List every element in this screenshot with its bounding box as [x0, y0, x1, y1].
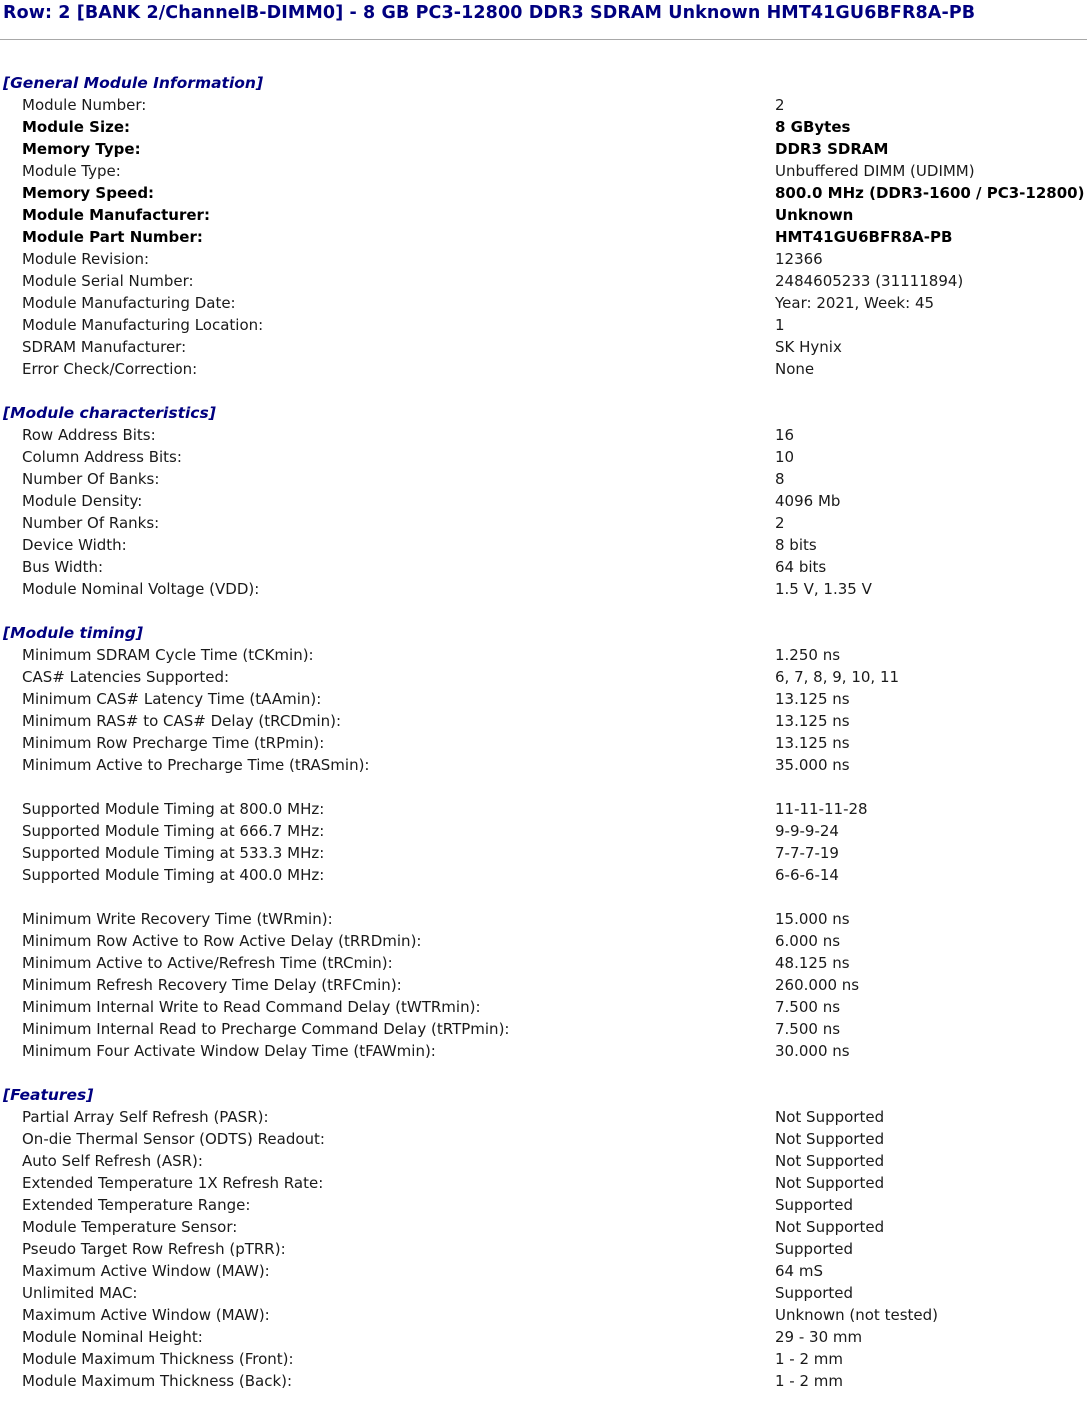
info-row	[0, 666, 1087, 688]
row-value: 6.000 ns	[775, 932, 841, 950]
row-value: 1 - 2 mm	[775, 1350, 844, 1368]
info-row	[0, 446, 1087, 468]
info-row	[0, 248, 1087, 270]
row-value: DDR3 SDRAM	[775, 140, 889, 158]
row-value: 11-11-11-28	[775, 800, 868, 818]
row-label: Module Manufacturer:	[22, 206, 210, 224]
row-label: Module Serial Number:	[22, 272, 194, 290]
info-row	[0, 116, 1087, 138]
row-label: Minimum Row Active to Row Active Delay (tRRDmin):	[22, 932, 422, 950]
info-row	[0, 996, 1087, 1018]
row-label: Minimum Internal Read to Precharge Command Delay (tRTPmin):	[22, 1020, 510, 1038]
row-label: Minimum RAS# to CAS# Delay (tRCDmin):	[22, 712, 342, 730]
row-value: Unknown	[775, 206, 854, 224]
row-label: Module Temperature Sensor:	[22, 1218, 238, 1236]
row-value: Unbuffered DIMM (UDIMM)	[775, 162, 975, 180]
info-row	[0, 1370, 1087, 1392]
row-value: 1.250 ns	[775, 646, 841, 664]
row-value: 9-9-9-24	[775, 822, 839, 840]
row-label: Module Type:	[22, 162, 121, 180]
row-label: Number Of Banks:	[22, 470, 160, 488]
row-value: Not Supported	[775, 1218, 885, 1236]
row-value: 30.000 ns	[775, 1042, 850, 1060]
row-value: 1	[775, 316, 785, 334]
section-spacer	[0, 600, 1087, 622]
row-value: 13.125 ns	[775, 712, 850, 730]
section-heading-module-timing: [Module timing]	[3, 624, 143, 642]
row-label: Minimum Active to Active/Refresh Time (tRCmin):	[22, 954, 393, 972]
info-row	[0, 930, 1087, 952]
info-row	[0, 336, 1087, 358]
info-row	[0, 534, 1087, 556]
row-label: Supported Module Timing at 533.3 MHz:	[22, 844, 325, 862]
row-value: 48.125 ns	[775, 954, 850, 972]
info-row	[0, 1040, 1087, 1062]
row-value: None	[775, 360, 815, 378]
info-row	[0, 1150, 1087, 1172]
info-row	[0, 270, 1087, 292]
info-row	[0, 556, 1087, 578]
row-label: Module Revision:	[22, 250, 150, 268]
info-row	[0, 644, 1087, 666]
row-value: 8	[775, 470, 785, 488]
info-row	[0, 952, 1087, 974]
info-row	[0, 820, 1087, 842]
row-label: Minimum Internal Write to Read Command Delay (tWTRmin):	[22, 998, 481, 1016]
info-row	[0, 908, 1087, 930]
info-row	[0, 1194, 1087, 1216]
row-value: 64 bits	[775, 558, 827, 576]
info-row	[0, 710, 1087, 732]
info-row	[0, 138, 1087, 160]
row-value: Not Supported	[775, 1174, 885, 1192]
row-value: 4096 Mb	[775, 492, 841, 510]
spd-report	[0, 72, 1087, 1392]
row-label: Minimum Four Activate Window Delay Time (tFAWmin):	[22, 1042, 436, 1060]
row-label: Maximum Active Window (MAW):	[22, 1262, 270, 1280]
row-label: Device Width:	[22, 536, 127, 554]
row-value: 2	[775, 96, 785, 114]
info-row	[0, 688, 1087, 710]
row-value: Unknown (not tested)	[775, 1306, 938, 1324]
row-label: Row Address Bits:	[22, 426, 156, 444]
row-label: Module Number:	[22, 96, 147, 114]
row-value: 2	[775, 514, 785, 532]
row-value: Not Supported	[775, 1108, 885, 1126]
row-label: Minimum Refresh Recovery Time Delay (tRFCmin):	[22, 976, 402, 994]
row-value: Not Supported	[775, 1152, 885, 1170]
row-label: Module Maximum Thickness (Back):	[22, 1372, 293, 1390]
info-row	[0, 1128, 1087, 1150]
row-value: Not Supported	[775, 1130, 885, 1148]
row-value: 800.0 MHz (DDR3-1600 / PC3-12800)	[775, 184, 1085, 202]
section-heading-module-characteristics: [Module characteristics]	[3, 404, 216, 422]
info-row	[0, 1326, 1087, 1348]
info-row	[0, 1304, 1087, 1326]
row-value: 64 mS	[775, 1262, 823, 1280]
row-label: CAS# Latencies Supported:	[22, 668, 230, 686]
row-value: HMT41GU6BFR8A-PB	[775, 228, 953, 246]
row-label: Module Size:	[22, 118, 131, 136]
row-label: Column Address Bits:	[22, 448, 182, 466]
info-row	[0, 974, 1087, 996]
row-label: Module Nominal Height:	[22, 1328, 203, 1346]
row-label: Memory Speed:	[22, 184, 155, 202]
info-row	[0, 1172, 1087, 1194]
info-row	[0, 1018, 1087, 1040]
row-label: Bus Width:	[22, 558, 104, 576]
row-label: Supported Module Timing at 666.7 MHz:	[22, 822, 325, 840]
info-row	[0, 468, 1087, 490]
row-value: 260.000 ns	[775, 976, 860, 994]
row-label: Unlimited MAC:	[22, 1284, 138, 1302]
row-label: Module Manufacturing Location:	[22, 316, 264, 334]
info-row	[0, 1260, 1087, 1282]
row-value: 13.125 ns	[775, 690, 850, 708]
row-value: Year: 2021, Week: 45	[775, 294, 935, 312]
row-label: Supported Module Timing at 400.0 MHz:	[22, 866, 325, 884]
row-label: Error Check/Correction:	[22, 360, 198, 378]
info-row	[0, 842, 1087, 864]
info-row	[0, 1216, 1087, 1238]
row-value: 12366	[775, 250, 823, 268]
info-row	[0, 754, 1087, 776]
info-row	[0, 490, 1087, 512]
info-row	[0, 512, 1087, 534]
row-label: Number Of Ranks:	[22, 514, 160, 532]
info-row	[0, 798, 1087, 820]
row-label: Extended Temperature Range:	[22, 1196, 251, 1214]
row-value: 7.500 ns	[775, 998, 841, 1016]
row-label: Module Density:	[22, 492, 143, 510]
row-value: Supported	[775, 1284, 854, 1302]
info-row	[0, 182, 1087, 204]
row-value: SK Hynix	[775, 338, 842, 356]
section-spacer	[0, 380, 1087, 402]
row-label: Maximum Active Window (MAW):	[22, 1306, 270, 1324]
row-value: 8 bits	[775, 536, 817, 554]
row-value: 16	[775, 426, 795, 444]
row-label: Minimum Active to Precharge Time (tRASmin):	[22, 756, 370, 774]
row-label: Minimum Row Precharge Time (tRPmin):	[22, 734, 325, 752]
info-row	[0, 578, 1087, 600]
row-label: Module Part Number:	[22, 228, 203, 246]
row-value: Supported	[775, 1196, 854, 1214]
row-label: Supported Module Timing at 800.0 MHz:	[22, 800, 325, 818]
row-label: On-die Thermal Sensor (ODTS) Readout:	[22, 1130, 325, 1148]
info-row	[0, 314, 1087, 336]
row-label: Memory Type:	[22, 140, 141, 158]
row-label: Pseudo Target Row Refresh (pTRR):	[22, 1240, 286, 1258]
row-label: Extended Temperature 1X Refresh Rate:	[22, 1174, 324, 1192]
page-title: Row: 2 [BANK 2/ChannelB-DIMM0] - 8 GB PC3-12800 DDR3 SDRAM Unknown HMT41GU6BFR8A-PB	[3, 3, 976, 23]
row-label: Auto Self Refresh (ASR):	[22, 1152, 203, 1170]
info-row	[0, 1106, 1087, 1128]
row-value: 8 GBytes	[775, 118, 851, 136]
info-row	[0, 424, 1087, 446]
info-row	[0, 864, 1087, 886]
row-value: 35.000 ns	[775, 756, 850, 774]
info-row	[0, 358, 1087, 380]
info-row	[0, 204, 1087, 226]
row-value: 7.500 ns	[775, 1020, 841, 1038]
row-label: Minimum Write Recovery Time (tWRmin):	[22, 910, 333, 928]
info-row	[0, 1348, 1087, 1370]
section-heading-features: [Features]	[3, 1086, 94, 1104]
row-value: 1.5 V, 1.35 V	[775, 580, 872, 598]
row-value: 10	[775, 448, 795, 466]
info-row	[0, 94, 1087, 116]
info-row	[0, 226, 1087, 248]
info-row	[0, 160, 1087, 182]
section-spacer	[0, 1062, 1087, 1084]
row-label: Module Nominal Voltage (VDD):	[22, 580, 260, 598]
row-value: 29 - 30 mm	[775, 1328, 863, 1346]
title-divider	[0, 39, 1087, 40]
row-label: Minimum SDRAM Cycle Time (tCKmin):	[22, 646, 314, 664]
info-row	[0, 732, 1087, 754]
row-label: Partial Array Self Refresh (PASR):	[22, 1108, 269, 1126]
row-value: 7-7-7-19	[775, 844, 839, 862]
row-label: Module Manufacturing Date:	[22, 294, 236, 312]
row-value: 13.125 ns	[775, 734, 850, 752]
row-label: Minimum CAS# Latency Time (tAAmin):	[22, 690, 322, 708]
row-value: 6-6-6-14	[775, 866, 839, 884]
group-spacer	[0, 886, 1087, 908]
row-value: 2484605233 (31111894)	[775, 272, 964, 290]
section-heading-general-module-information: [General Module Information]	[3, 74, 264, 92]
info-row	[0, 1238, 1087, 1260]
row-label: SDRAM Manufacturer:	[22, 338, 187, 356]
row-label: Module Maximum Thickness (Front):	[22, 1350, 294, 1368]
info-row	[0, 292, 1087, 314]
group-spacer	[0, 776, 1087, 798]
row-value: 1 - 2 mm	[775, 1372, 844, 1390]
row-value: Supported	[775, 1240, 854, 1258]
info-row	[0, 1282, 1087, 1304]
row-value: 15.000 ns	[775, 910, 850, 928]
row-value: 6, 7, 8, 9, 10, 11	[775, 668, 900, 686]
